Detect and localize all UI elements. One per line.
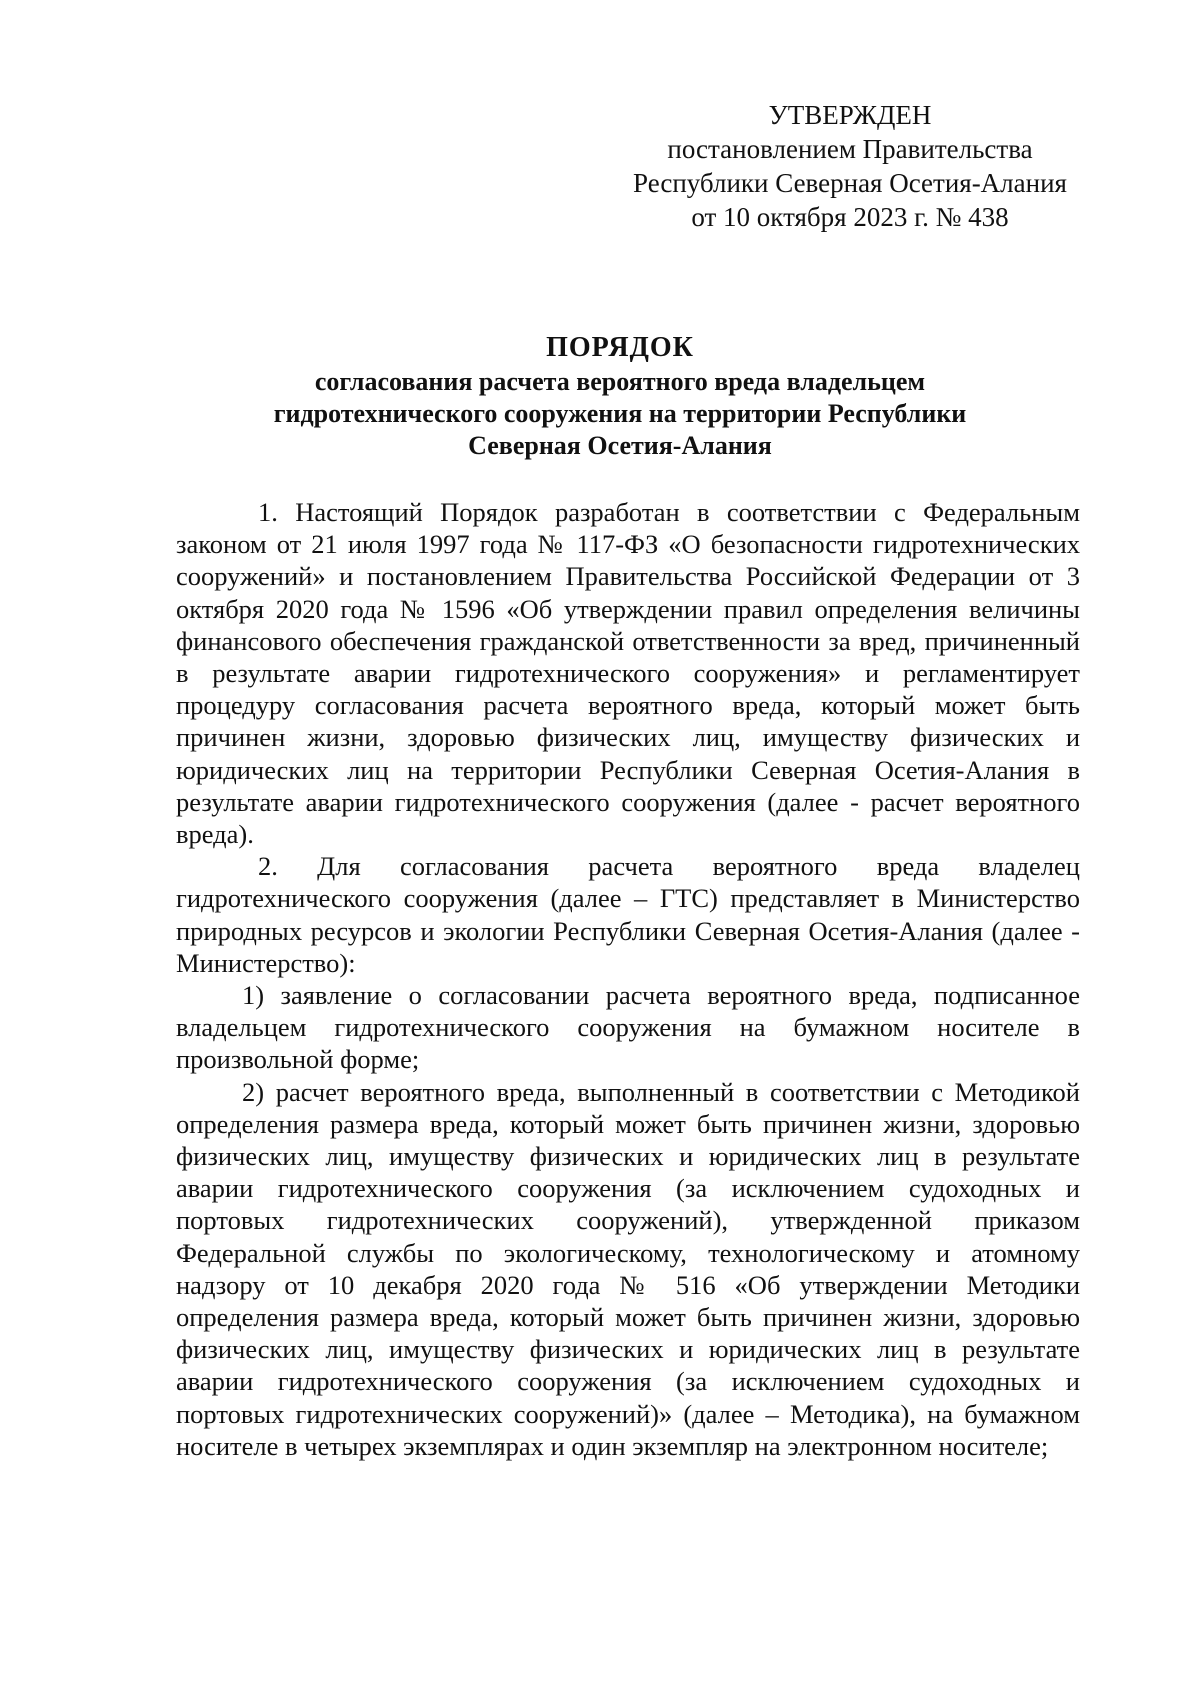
document-title-block [160,330,1080,462]
document-subtitle-line-3: Северная Осетия-Алания [468,431,772,460]
approval-line-resolution: постановлением Правительства [667,134,1033,164]
paragraph-2-item-1: 1) заявление о согласовании расчета вероятного вреда, подписанное владельцем гидротехнического сооружения на бумажном носителе в произвольной форме; [176,980,1080,1075]
approval-line-date-number: от 10 октября 2023 г. № 438 [691,202,1009,232]
paragraph-2-item-2: 2) расчет вероятного вреда, выполненный в соответствии с Методикой определения размера вреда, который может быть причинен жизни, здоровью физических лиц, имуществу физических и юридических лиц в результате аварии гидротехнического сооружения (за исключением судоходных и портовых гидротехнических сооружений), утвержденной приказом Федеральной службы по экологическому, технологическому и атомному надзору от 10 декабря 2020 года № 516 «Об утверждении Методики определения размера вреда, который может быть причинен жизни, здоровью физических лиц, имуществу физических и юридических лиц в результате аварии гидротехнического сооружения (за исключением судоходных и портовых гидротехнических сооружений)» (далее – Методика), на бумажном носителе в четырех экземплярах и один экземпляр на электронном носителе; [176,1076,1080,1461]
approval-line-republic: Республики Северная Осетия-Алания [633,168,1067,198]
paragraph-2: 2. Для согласования расчета вероятного вреда владелец гидротехнического сооружения (далее – ГТС) представляет в Министерство природных ресурсов и экологии Республики Северная Осетия-Алания (далее - Министерство): [176,851,1080,978]
document-subtitle-line-2: гидротехнического сооружения на территории Республики [273,399,967,428]
document-body [176,496,1080,1462]
approval-title: УТВЕРЖДЕН [768,100,932,130]
paragraph-1: 1. Настоящий Порядок разработан в соответствии с Федеральным законом от 21 июля 1997 года № 117-ФЗ «О безопасности гидротехнических сооружений» и постановлением Правительства Российской Федерации от 3 октября 2020 года № 1596 «Об утверждении правил определения величины финансового обеспечения гражданской ответственности за вред, причиненный в результате аварии гидротехнического сооружения» и регламентирует процедуру согласования расчета вероятного вреда, который может быть причинен жизни, здоровью физических лиц, имуществу физических и юридических лиц на территории Республики Северная Осетия-Алания в результате аварии гидротехнического сооружения (далее - расчет вероятного вреда). [176,497,1080,850]
approval-stamp-block [620,98,1080,234]
document-subtitle-line-1: согласования расчета вероятного вреда владельцем [314,367,926,396]
document-heading: ПОРЯДОК [546,332,694,363]
